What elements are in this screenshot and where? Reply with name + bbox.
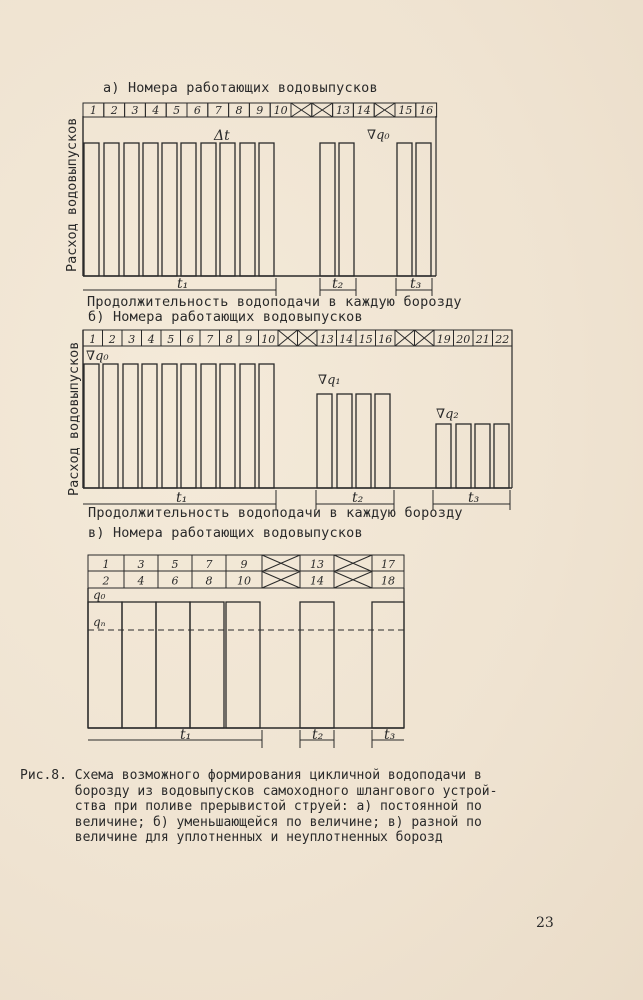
diagram-c-cell-label-18: 18 [381,574,395,588]
diagram-c-q0: q₀ [93,588,106,602]
diagram-a-cell-label-1: 1 [89,104,97,117]
diagram-c-g3-bar-0 [372,602,404,728]
diagram-c-cell-label-13: 13 [310,558,324,571]
diagram-c-t1: t₁ [180,727,192,743]
diagram-a-cell-label-15: 15 [398,104,413,117]
diagram-a-cell-label-6: 6 [193,104,201,117]
diagram-c-title: в) Номера работающих водовыпусков [88,525,363,541]
diagram-a-cell-label-10: 10 [273,104,288,117]
diagram-b-y-label: Расход водовыпусков [66,341,82,496]
diagram-a-cell-label-13: 13 [336,104,350,117]
diagram-b-cell-label-13: 13 [319,333,334,346]
diagram-b-cell-label-21: 21 [475,333,490,346]
diagram-c-cell-label-6: 6 [171,574,179,588]
diagram-b-cell-label-14: 14 [339,333,354,346]
diagram-a-t3: t₃ [410,276,422,292]
figure-caption: Рис.8. Схема возможного формирования цикличной водоподачи в борозду из водовыпусков самоходного шлангового устрой- ства при поливе прерывистой струей: а) постоянной по величине; б) уменьшающейся по величине; в) разной по величине для уплотненных и неуплотненных борозд [20,768,498,845]
diagram-a-cell-label-4: 4 [152,104,160,117]
diagram-c-t2: t₂ [312,727,324,743]
diagram-a-title: а) Номера работающих водовыпусков [103,80,378,96]
diagram-b-cell-label-2: 2 [108,333,116,346]
diagram-b-cell-label-7: 7 [206,333,214,346]
diagram-b-cell-label-10: 10 [261,333,276,346]
diagram-a-cell-label-8: 8 [235,104,243,117]
diagram-b-cell-label-9: 9 [245,333,253,346]
diagram-c-time-dims [88,730,404,748]
diagram-a-cell-label-9: 9 [256,104,264,117]
diagram-b-t3: t₃ [468,490,480,506]
diagram-c-cell-label-9: 9 [240,558,248,571]
diagram-b-title: б) Номера работающих водовыпусков [88,309,363,325]
diagram-a-cell-label-3: 3 [131,104,139,117]
diagram-c-qn: qₙ [93,615,106,629]
diagram-c-cell-label-5: 5 [171,558,179,571]
diagram-c-t3: t₃ [384,727,396,743]
diagram-b-cell-label-1: 1 [89,333,97,346]
diagram-a-cell-label-5: 5 [173,104,181,117]
diagram-c-cell-label-17: 17 [381,558,395,571]
diagram-a-delta-t: Δt [214,128,230,144]
diagram-b-cell-label-20: 20 [456,333,471,346]
diagram-c-cell-label-4: 4 [137,574,145,588]
diagram-c-cell-label-8: 8 [205,574,213,588]
diagram-a-q0: ∇q₀ [367,128,390,143]
diagram-c-cell-label-1: 1 [102,558,110,571]
diagram-b-cell-label-6: 6 [186,333,194,346]
diagram-c-cell-label-14: 14 [310,574,324,588]
diagram-c-header-cells [88,555,404,588]
diagram-b-q1: ∇q₁ [318,373,341,388]
diagram-b-cell-label-5: 5 [167,333,175,346]
diagram-c-bar-1 [122,602,156,728]
diagram-c-bar-2 [156,602,190,728]
diagram-b-q2: ∇q₂ [436,407,459,422]
diagram-b-x-label: Продолжительность водоподачи в каждую борозду [88,505,463,521]
diagram-a-t2: t₂ [332,276,344,292]
diagram-b-cell-label-8: 8 [225,333,233,346]
diagram-b-q0: ∇q₀ [86,349,109,364]
diagram-a-y-label: Расход водовыпусков [64,117,80,272]
diagram-a-cell-label-14: 14 [356,104,371,117]
diagram-c-cell-label-2: 2 [102,574,110,588]
diagram-b-cell-label-19: 19 [436,333,451,346]
diagram-c-bar-4 [226,602,260,728]
diagram-b-cell-label-16: 16 [378,333,393,346]
diagram-c-bars [88,602,404,728]
diagram-b-t2: t₂ [352,490,364,506]
diagram-b-cell-label-22: 22 [495,333,510,346]
diagram-b-cell-label-4: 4 [147,333,155,346]
page-number: 23 [536,915,554,931]
diagram-b-cell-label-3: 3 [128,333,136,346]
diagram-c-g2-bar-0 [300,602,334,728]
diagram-c-cell-label-7: 7 [205,558,213,571]
diagram-a-cell-label-7: 7 [214,104,222,117]
diagram-a-cell-label-16: 16 [419,104,434,117]
diagram-c-bar-3 [190,602,224,728]
diagram-b-cell-label-15: 15 [358,333,373,346]
diagram-a-x-label: Продолжительность водоподачи в каждую борозду [87,294,462,310]
diagram-b-t1: t₁ [176,490,188,506]
diagram-a-t1: t₁ [177,276,189,292]
diagram-a-cell-label-2: 2 [110,104,118,117]
diagram-c-cell-label-3: 3 [137,558,145,571]
diagram-c-cell-label-10: 10 [237,574,251,588]
